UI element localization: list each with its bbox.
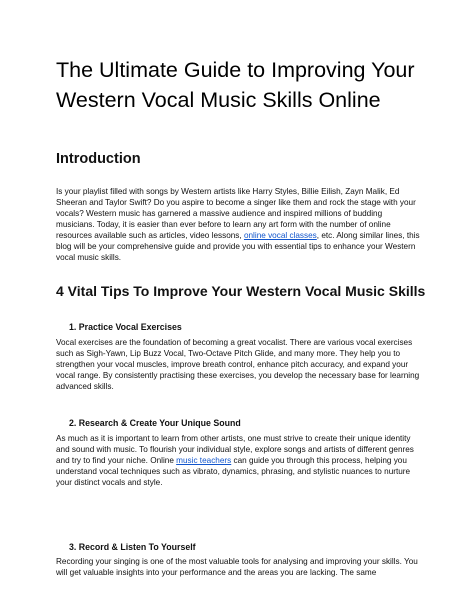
tip-1-heading: 1. Practice Vocal Exercises — [69, 322, 182, 332]
introduction-text-end: , etc. Along similar lines, this blog will be your comprehensive guide and provide you with essential tips to enhance your Western vocal music skills. — [56, 231, 420, 262]
tips-heading: 4 Vital Tips To Improve Your Western Vocal Music Skills — [56, 283, 426, 299]
online-vocal-classes-link[interactable]: online vocal classes — [243, 231, 317, 240]
tip-3-paragraph — [56, 556, 422, 578]
introduction-text-start: Is your playlist filled with songs by Western artists like Harry Styles, Billie Eilish, Zayn Malik, Ed Sheeran and Taylor Swift? Do you aspire to become a singer like them and rock the stage with your vocals? Western music has garnered a massive audience and inspired millions of budding musicians. Today, it is easier than ever before to learn any art form with the number of online resources available such as articles, video lessons, — [56, 187, 416, 240]
tip-3-heading: 3. Record & Listen To Yourself — [69, 542, 196, 552]
music-teachers-link[interactable]: music teachers — [176, 456, 232, 465]
tip-2-paragraph — [56, 433, 422, 488]
tip-2-text-start: As much as it is important to learn from other artists, one must strive to create their unique identity and sound with music. To flourish your individual style, explore songs and artists of different genres and try to find your niche. Online — [56, 434, 414, 465]
introduction-heading: Introduction — [56, 151, 141, 167]
tip-1-text: Vocal exercises are the foundation of becoming a great vocalist. There are various vocal exercises such as Sigh-Yawn, Lip Buzz Vocal, Two-Octave Pitch Glide, and many more. They help you to strengthen your vocal muscles, improve breath control, enhance pitch accuracy, and expand your vocal range. By consistently practising these exercises, you develop the necessary base for learning advanced skills. — [56, 338, 420, 391]
tip-3-text: Recording your singing is one of the most valuable tools for analysing and improving your skills. You will get valuable insights into your performance and the areas you are lacking. The same — [56, 557, 418, 577]
page-title: The Ultimate Guide to Improving Your Western Vocal Music Skills Online — [56, 58, 415, 112]
tip-1-paragraph — [56, 337, 422, 392]
tip-2-heading: 2. Research & Create Your Unique Sound — [69, 418, 241, 428]
introduction-paragraph — [56, 186, 422, 263]
tip-2-text-end: can guide you through this process, helping you understand vocal techniques such as vibrato, dynamics, phrasing, and stylistic nuances to nurture your distinct vocals and style. — [56, 456, 411, 487]
